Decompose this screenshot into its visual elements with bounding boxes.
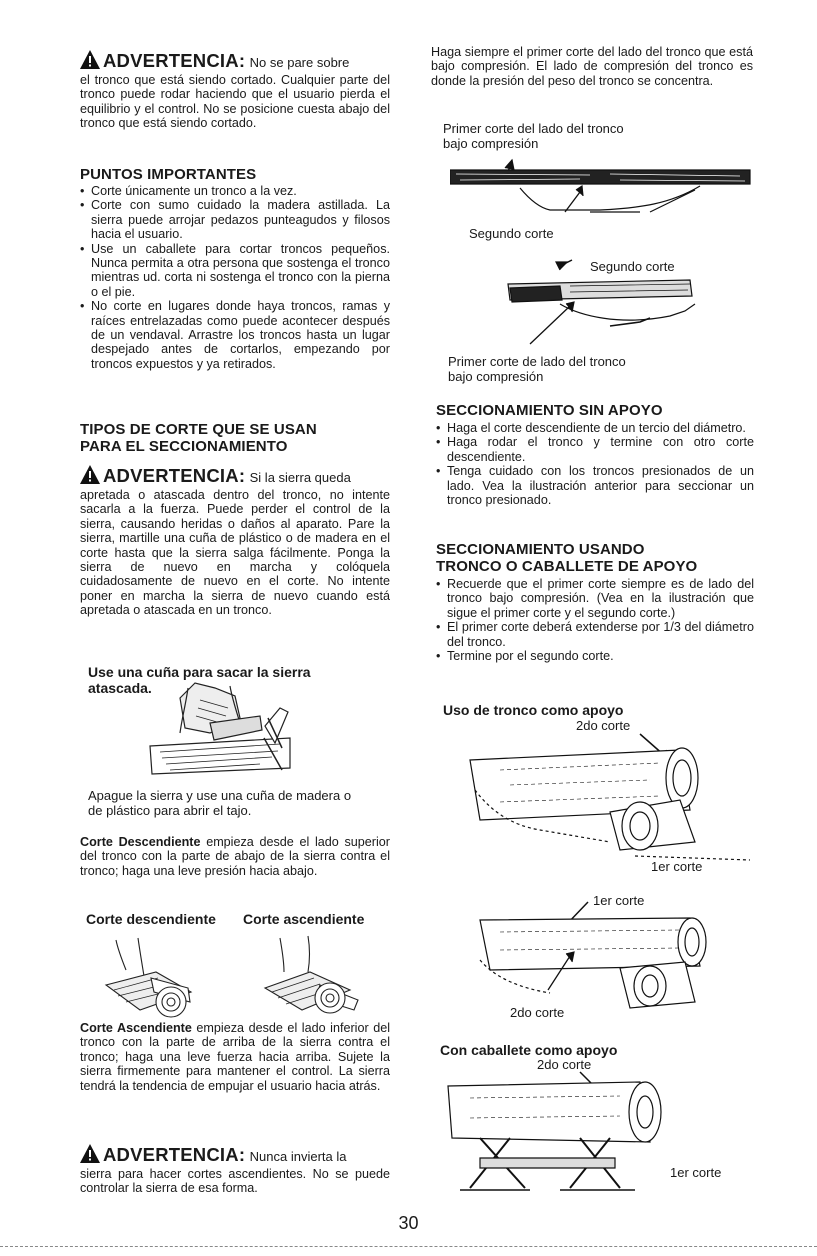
warning-text: sierra para hacer cortes ascendientes. No se puede controlar la sierra de esa forma. [80,1167,390,1196]
puntos-list [80,184,390,371]
usando-list [436,577,754,663]
fig4-label-1er: 1er corte [593,893,645,908]
fig1-label-top [443,121,624,151]
corte-ascendiente-desc: empieza desde el lado inferior del tronco con la parte de arriba de la sierra contra el tronco; haga una leve fuerza hacia arriba. Sujete la sierra firmemente para mantener el control. La sierra tendrá la tendencia de empujar el usuario hacia atrás. [80,1021,391,1093]
tipos-heading [80,421,390,455]
list-item: • El primer corte deberá extenderse por 1/3 del diámetro del tronco. [436,620,754,649]
warning-icon [80,1144,100,1163]
list-item: • Tenga cuidado con los troncos presionados de un lado. Vea la ilustración anterior para seccionar un tronco presionado. [436,464,754,507]
compression-figure-1 [450,150,760,225]
sin-apoyo-heading: SECCIONAMIENTO SIN APOYO [436,402,663,419]
puntos-heading: PUNTOS IMPORTANTES [80,166,257,183]
warning-lead: No se pare sobre [249,55,350,70]
wedge-note: Apague la sierra y use una cuña de madera o de plástico para abrir el tajo. [88,788,352,818]
log-support-figure [460,730,760,870]
usando-heading-line2: TRONCO O CABALLETE DE APOYO [436,558,698,575]
list-item: • No corte en lugares donde haya troncos, ramas y raíces entrelazadas como puede acontecer después de un vendaval. Arrastre los troncos hasta un lugar despejado antes de cortarlos, empezando por troncos expuestos y ya retirados. [80,299,390,371]
fig5-label-2do: 2do corte [537,1057,592,1072]
wedge-illustration [140,678,300,778]
fig1-label-bottom: Segundo corte [469,226,554,241]
wedge-caption-line1: Use una cuña para sacar la sierra [88,664,311,680]
sin-apoyo-list [436,421,754,507]
warning-text: el tronco que está siendo cortado. Cualquier parte del tronco puede rodar haciendo que el usuario pierda el equilibrio y el control. No se posicione cuesta abajo del tronco que está siendo cortado. [80,73,390,131]
fig1-label-top-line2: bajo compresión [443,136,539,151]
fig5-label-1er: 1er corte [670,1165,722,1180]
wedge-caption-line2: atascada. [88,680,152,696]
list-item: • Haga el corte descendiente de un tercio del diámetro. [436,421,754,435]
warning-lead: Nunca invierta la [249,1149,347,1164]
fig2-label-top: Segundo corte [590,259,675,274]
list-item: • Recuerde que el primer corte siempre es de lado del tronco bajo compresión. (Vea en la ilustración que sigue el primer corte y el segundo corte.) [436,577,754,620]
list-item: • Termine por el segundo corte. [436,649,754,663]
corte-descendiente-term: Corte Descendiente [80,835,201,849]
fig3-label-1er: 1er corte [651,859,703,874]
cut-label-up: Corte ascendiente [243,911,365,927]
list-item: • Corte únicamente un tronco a la vez. [80,184,390,198]
warning-title: ADVERTENCIA: [103,465,246,486]
up-cut-illustration [250,930,365,1020]
fig5-title: Con caballete como apoyo [440,1042,618,1058]
corte-descendiente-desc: empieza desde el lado superior del tronco con la parte de abajo de la sierra contra el tronco; haga una leve presión hacia abajo. [80,835,391,878]
fig4-label-2do: 2do corte [510,1005,565,1020]
warning-icon [80,50,100,69]
down-cut-illustration [96,930,206,1020]
warning-icon [80,465,100,484]
page-number: 30 [398,1213,419,1233]
list-item: • Use un caballete para cortar troncos pequeños. Nunca permita a otra persona que sostenga el tronco mientras ud. corta ni sostenga el tronco con la pierna o el pie. [80,242,390,300]
fig2-label-bottom-line1: Primer corte de lado del tronco [448,354,626,369]
fig3-title: Uso de tronco como apoyo [443,702,624,718]
warning-title: ADVERTENCIA: [103,1144,246,1165]
warning-text: apretada o atascada dentro del tronco, no intente sacarla a la fuerza. Puede perder el control de la sierra, causando heridas o daños al aparato. Pare la sierra, martille una cuña de plástico o de madera en el corte hasta que la sierra salga fácilmente. Ponga la sierra de nuevo en marcha y colóquela cuidadosamente de nuevo en el corte. No intente poner en marcha la sierra de nuevo cuando está apretada o atascada en un tronco. [80,488,390,618]
warning-lead: Si la sierra queda [249,470,351,485]
fig2-label-bottom [448,354,626,384]
corte-ascendiente-term: Corte Ascendiente [80,1021,192,1035]
warning-3 [80,1144,390,1196]
sawhorse-support-figure [440,1068,680,1198]
warning-2 [80,465,390,618]
list-item: • Haga rodar el tronco y termine con otro corte descendiente. [436,435,754,464]
usando-section [436,541,754,663]
usando-heading-line1: SECCIONAMIENTO USANDO [436,541,645,558]
fig1-label-top-line1: Primer corte del lado del tronco [443,121,624,136]
tipos-heading-line1: TIPOS DE CORTE QUE SE USAN [80,421,317,438]
fig2-label-bottom-line2: bajo compresión [448,369,544,384]
log-support-figure-2 [460,898,760,1018]
corte-descendiente-text [80,835,390,878]
warning-title: ADVERTENCIA: [103,50,246,71]
tipos-heading-line2: PARA EL SECCIONAMIENTO [80,438,288,455]
corte-ascendiente-text [80,1021,390,1093]
fig3-label-2do: 2do corte [576,718,631,733]
cut-label-down: Corte descendiente [86,911,216,927]
right-intro: Haga siempre el primer corte del lado del tronco que está bajo compresión. El lado de compresión del tronco es donde la presión del peso del tronco se concentra. [431,45,753,88]
list-item: • Corte con sumo cuidado la madera astillada. La sierra puede arrojar pedazos punteagudos y filosos hacia el usuario. [80,198,390,241]
sin-apoyo-section [436,402,754,507]
warning-1 [80,50,390,131]
puntos-section [80,166,390,371]
footer-divider [0,1246,817,1247]
